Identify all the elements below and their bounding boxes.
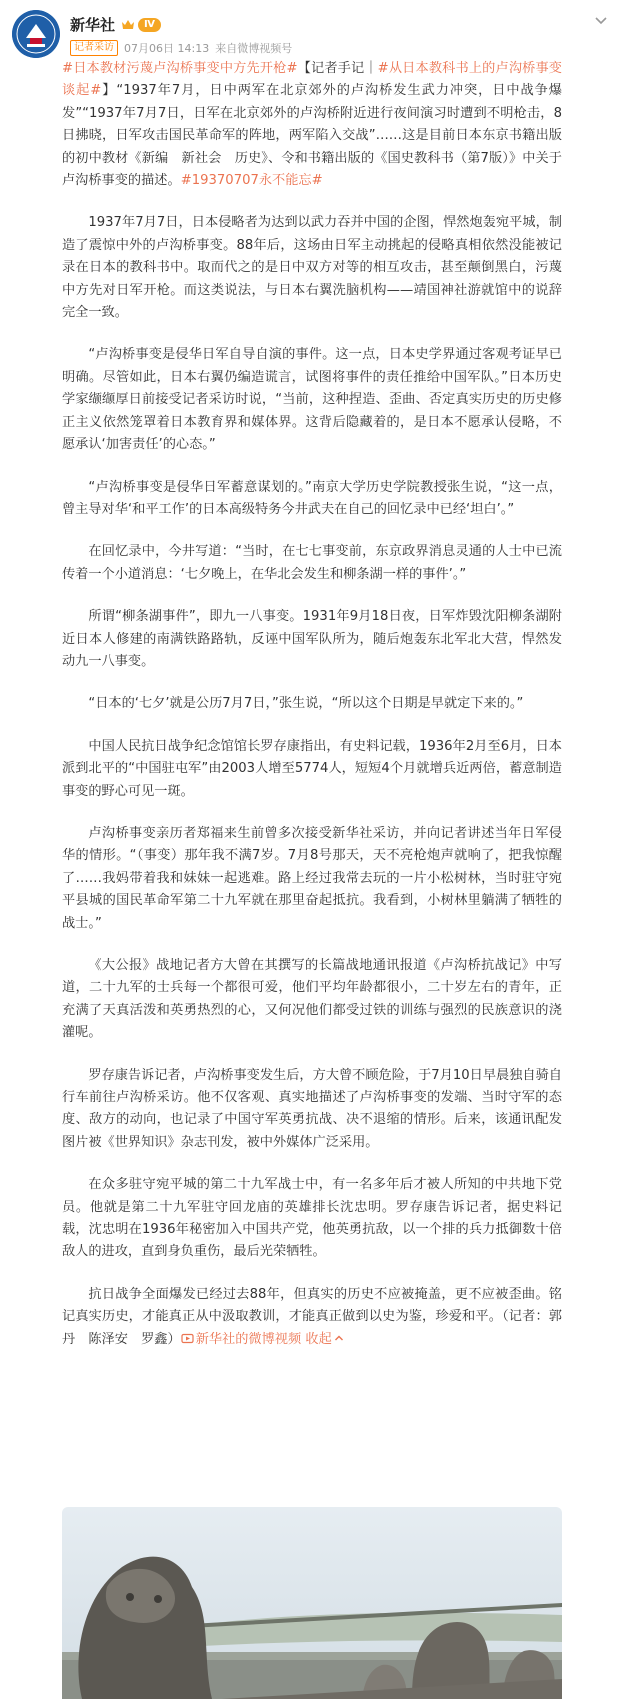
topic-badge: 记者采访 [70, 40, 118, 56]
xinhua-logo-icon [12, 10, 60, 58]
hashtag-link[interactable]: #19370707永不能忘# [180, 173, 323, 189]
post-paragraph [62, 212, 562, 324]
video-link-label: 新华社的微博视频 [195, 1331, 302, 1347]
post-paragraph [62, 1174, 562, 1264]
post-paragraph [62, 606, 562, 673]
collapse-label: 收起 [305, 1331, 332, 1347]
paragraph-text: 在众多驻守宛平城的第二十九军战士中，有一名多年后才被人所知的中共地下党员。他就是第二十九军驻守回龙庙的英雄排长沈忠明。罗存康告诉记者，据史料记载，沈忠明在1936年秘密加入中国共产党，他英勇抗敌，以一个排的兵力抵御数十倍敌人的进攻，直到身负重伤，最后光荣牺牲。 [62, 1177, 562, 1260]
hashtag-link[interactable]: #从日本教科书上的卢沟桥事变谈起# [62, 61, 562, 99]
paragraph-text: “卢沟桥事变是侵华日军自导自演的事件。这一点，日本史学界通过客观考证早已明确。尽管如此，日本右翼仍编造谎言，试图将事件的责任推给中国军队。”日本历史学家缬缬厚日前接受记者采访时说，“当前，这种捏造、歪曲、否定真实历史的历史修正主义依然笼罩着日本教育界和媒体界。这背后隐藏着的，是日本不愿承认侵略，不愿承认‘加害责任’的心态。” [62, 347, 562, 453]
author-row [70, 14, 161, 35]
paragraph-text: 罗存康告诉记者，卢沟桥事变发生后，方大曾不顾危险，于7月10日早晨独自骑自行车前往卢沟桥采访。他不仅客观、真实地描述了卢沟桥事变的发端、当时守军的态度、敌方的动向，也记录了中国守军英勇抗战、决不退缩的情形。后来，该通讯配发图片被《世界知识》杂志刊发，被中外媒体广泛采用。 [62, 1067, 562, 1150]
post-paragraph [62, 477, 562, 522]
post-paragraph [62, 541, 562, 586]
paragraph-text: 抗日战争全面爆发已经过去88年，但真实的历史不应被掩盖，更不应被歪曲。铭记真实历史，才能真正从中汲取教训，才能真正做到以史为鉴，珍爱和平。（记者：郭丹 陈泽安 罗鑫） [62, 1286, 562, 1347]
hashtag-link[interactable]: #日本教材污蔑卢沟桥事变中方先开枪# [62, 61, 298, 76]
post-paragraph [62, 955, 562, 1045]
paragraph-text: “日本的‘七夕’就是公历7月7日，”张生说，“所以这个日期是早就定下来的。” [88, 696, 524, 712]
post-paragraph [62, 58, 562, 192]
post-paragraph [62, 1284, 562, 1351]
video-link[interactable] [181, 1332, 302, 1347]
caret-up-icon [334, 1333, 344, 1343]
paragraph-text: 《大公报》战地记者方大曾在其撰写的长篇战地通讯报道《卢沟桥抗战记》中写道，二十九军的士兵每一个都很可爱，他们平均年龄都很小，二十岁左右的青年，正充满了天真活泼和英勇热烈的心，又何况他们都受过铁的训练与强烈的民族意识的浇灌呢。 [62, 958, 562, 1041]
author-name[interactable]: 新华社 [70, 16, 116, 34]
video-thumbnail-image [62, 1507, 562, 1699]
post-header [0, 0, 626, 66]
source-prefix: 来自 [215, 42, 238, 55]
video-icon [181, 1332, 194, 1345]
paragraph-text: 【记者手记｜ [297, 61, 378, 76]
video-thumbnail[interactable] [62, 1507, 562, 1699]
post-meta [70, 40, 292, 56]
avatar[interactable] [12, 10, 60, 58]
post-source[interactable]: 微博视频号 [237, 42, 293, 55]
paragraph-text: 1937年7月7日，日本侵略者为达到以武力吞并中国的企图，悍然炮轰宛平城，制造了震惊中外的卢沟桥事变。88年后，这场由日军主动挑起的侵略真相依然没能被记录在日本的教科书中。取而代之的是日中双方对等的相互攻击，甚至颠倒黑白，污蔑中方先对日军开枪。而这类说法，与日本右翼洗脑机构——靖国神社游就馆中的说辞完全一致。 [62, 215, 562, 321]
post-paragraph [62, 823, 562, 935]
paragraph-text: 】“1937年7月，日中两军在北京郊外的卢沟桥发生武力冲突，日中战争爆发”“1937年7月7日，日军在北京郊外的卢沟桥附近进行夜间演习时遭到不明枪击，8日拂晓，日军攻击国民革命军的阵地，两军陷入交战”……这是目前日本东京书籍出版的初中教材《新编 新社会 历史》、令和书籍出版的《国史教科书（第7版）》中关于卢沟桥事变的描述。 [62, 83, 562, 189]
collapse-button[interactable] [305, 1332, 343, 1347]
paragraph-text: 所谓“柳条湖事件”，即九一八事变。1931年9月18日夜，日军炸毁沈阳柳条湖附近日本人修建的南满铁路路轨，反诬中国军队所为，随后炮轰东北军北大营，悍然发动九一八事变。 [62, 609, 562, 669]
level-badge: Ⅳ [138, 18, 161, 32]
paragraph-text: 中国人民抗日战争纪念馆馆长罗存康指出，有史料记载，1936年2月至6月，日本派到北平的“中国驻屯军”由2003人增至5774人，短短4个月就增兵近两倍，蓄意制造事变的野心可见一斑。 [62, 738, 562, 799]
post-paragraph [62, 693, 562, 715]
chevron-down-icon[interactable] [594, 14, 608, 28]
post-paragraph [62, 344, 562, 456]
crown-icon [121, 18, 135, 32]
post-content [62, 58, 562, 1351]
paragraph-text: 在回忆录中，今井写道：“当时，在七七事变前，东京政界消息灵通的人士中已流传着一个小道消息：‘七夕晚上，在华北会发生和柳条湖一样的事件’。” [62, 544, 562, 582]
paragraph-text: 卢沟桥事变亲历者郑福来生前曾多次接受新华社采访，并向记者讲述当年日军侵华的情形。“（事变）那年我不满7岁。7月8号那天，天不亮枪炮声就响了，把我惊醒了……我妈带着我和妹妹一起逃难。路上经过我常去玩的一片小松树林，当时驻守宛平县城的国民革命军第二十九军就在那里奋起抵抗。我看到，小树林里躺满了牺牲的战士。” [62, 825, 562, 931]
paragraph-text: “卢沟桥事变是侵华日军蓄意谋划的。”南京大学历史学院教授张生说，“这一点，曾主导对华‘和平工作’的日本高级特务今井武夫在自己的回忆录中已经‘坦白’。” [62, 479, 562, 517]
post-paragraph [62, 1065, 562, 1155]
post-paragraph [62, 736, 562, 803]
post-time[interactable]: 07月06日 14:13 [124, 42, 210, 55]
